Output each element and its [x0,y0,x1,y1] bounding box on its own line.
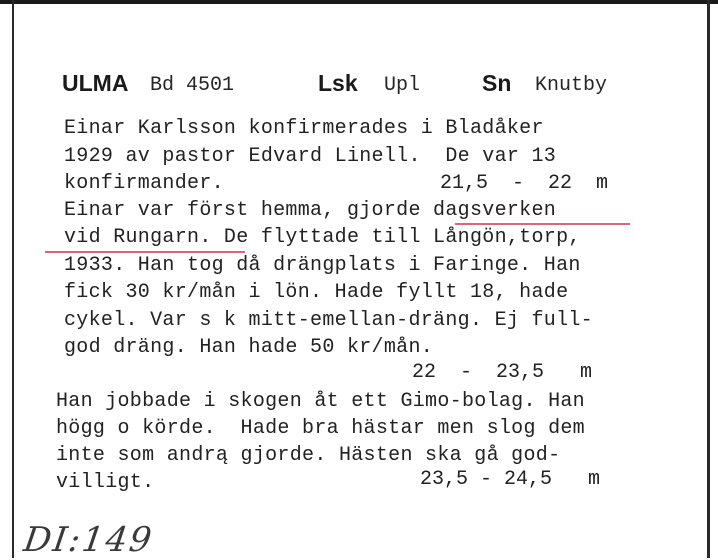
red-underline [45,251,245,253]
text-line: god dräng. Han hade 50 kr/mån. [64,336,434,359]
volume-number: Bd 4501 [150,74,235,97]
text-line: 1933. Han tog då drängplats i Faringe. Han [64,254,581,277]
text-line: Einar Karlsson konfirmerades i Bladåker [64,117,544,140]
text-line: inte som andrą gjorde. Hästen ska gå god- [56,444,561,467]
text-line: fick 30 kr/mån i lön. Hade fyllt 18, hade [64,281,569,304]
text-line: vid Rungarn. De flyttade till Långön,torp, [64,226,581,249]
text-line: Han jobbade i skogen åt ett Gimo-bolag. Han [56,390,585,413]
archive-signature: DI:149 [21,520,156,560]
red-underline [455,223,630,225]
lsk-value: Upl [384,74,421,97]
text-line: högg o körde. Hade bra hästar men slog dem [56,417,585,440]
text-line: villigt. [56,471,155,494]
text-line: Einar var först hemma, gjorde dagsverken [64,199,557,222]
sn-label: Sn [482,70,512,96]
measurement: 23,5 - 24,5 m [420,468,601,491]
parish-code: ULMA [62,70,129,96]
measurement: 21,5 - 22 m [440,172,609,195]
lsk-label: Lsk [318,70,358,96]
sn-value: Knutby [535,74,608,97]
text-line: 1929 av pastor Edvard Linell. De var 13 [64,145,557,168]
text-line: cykel. Var s k mitt-emellan-dräng. Ej full- [64,309,593,332]
text-line: konfirmander. [64,172,224,195]
measurement: 22 - 23,5 m [412,361,593,384]
